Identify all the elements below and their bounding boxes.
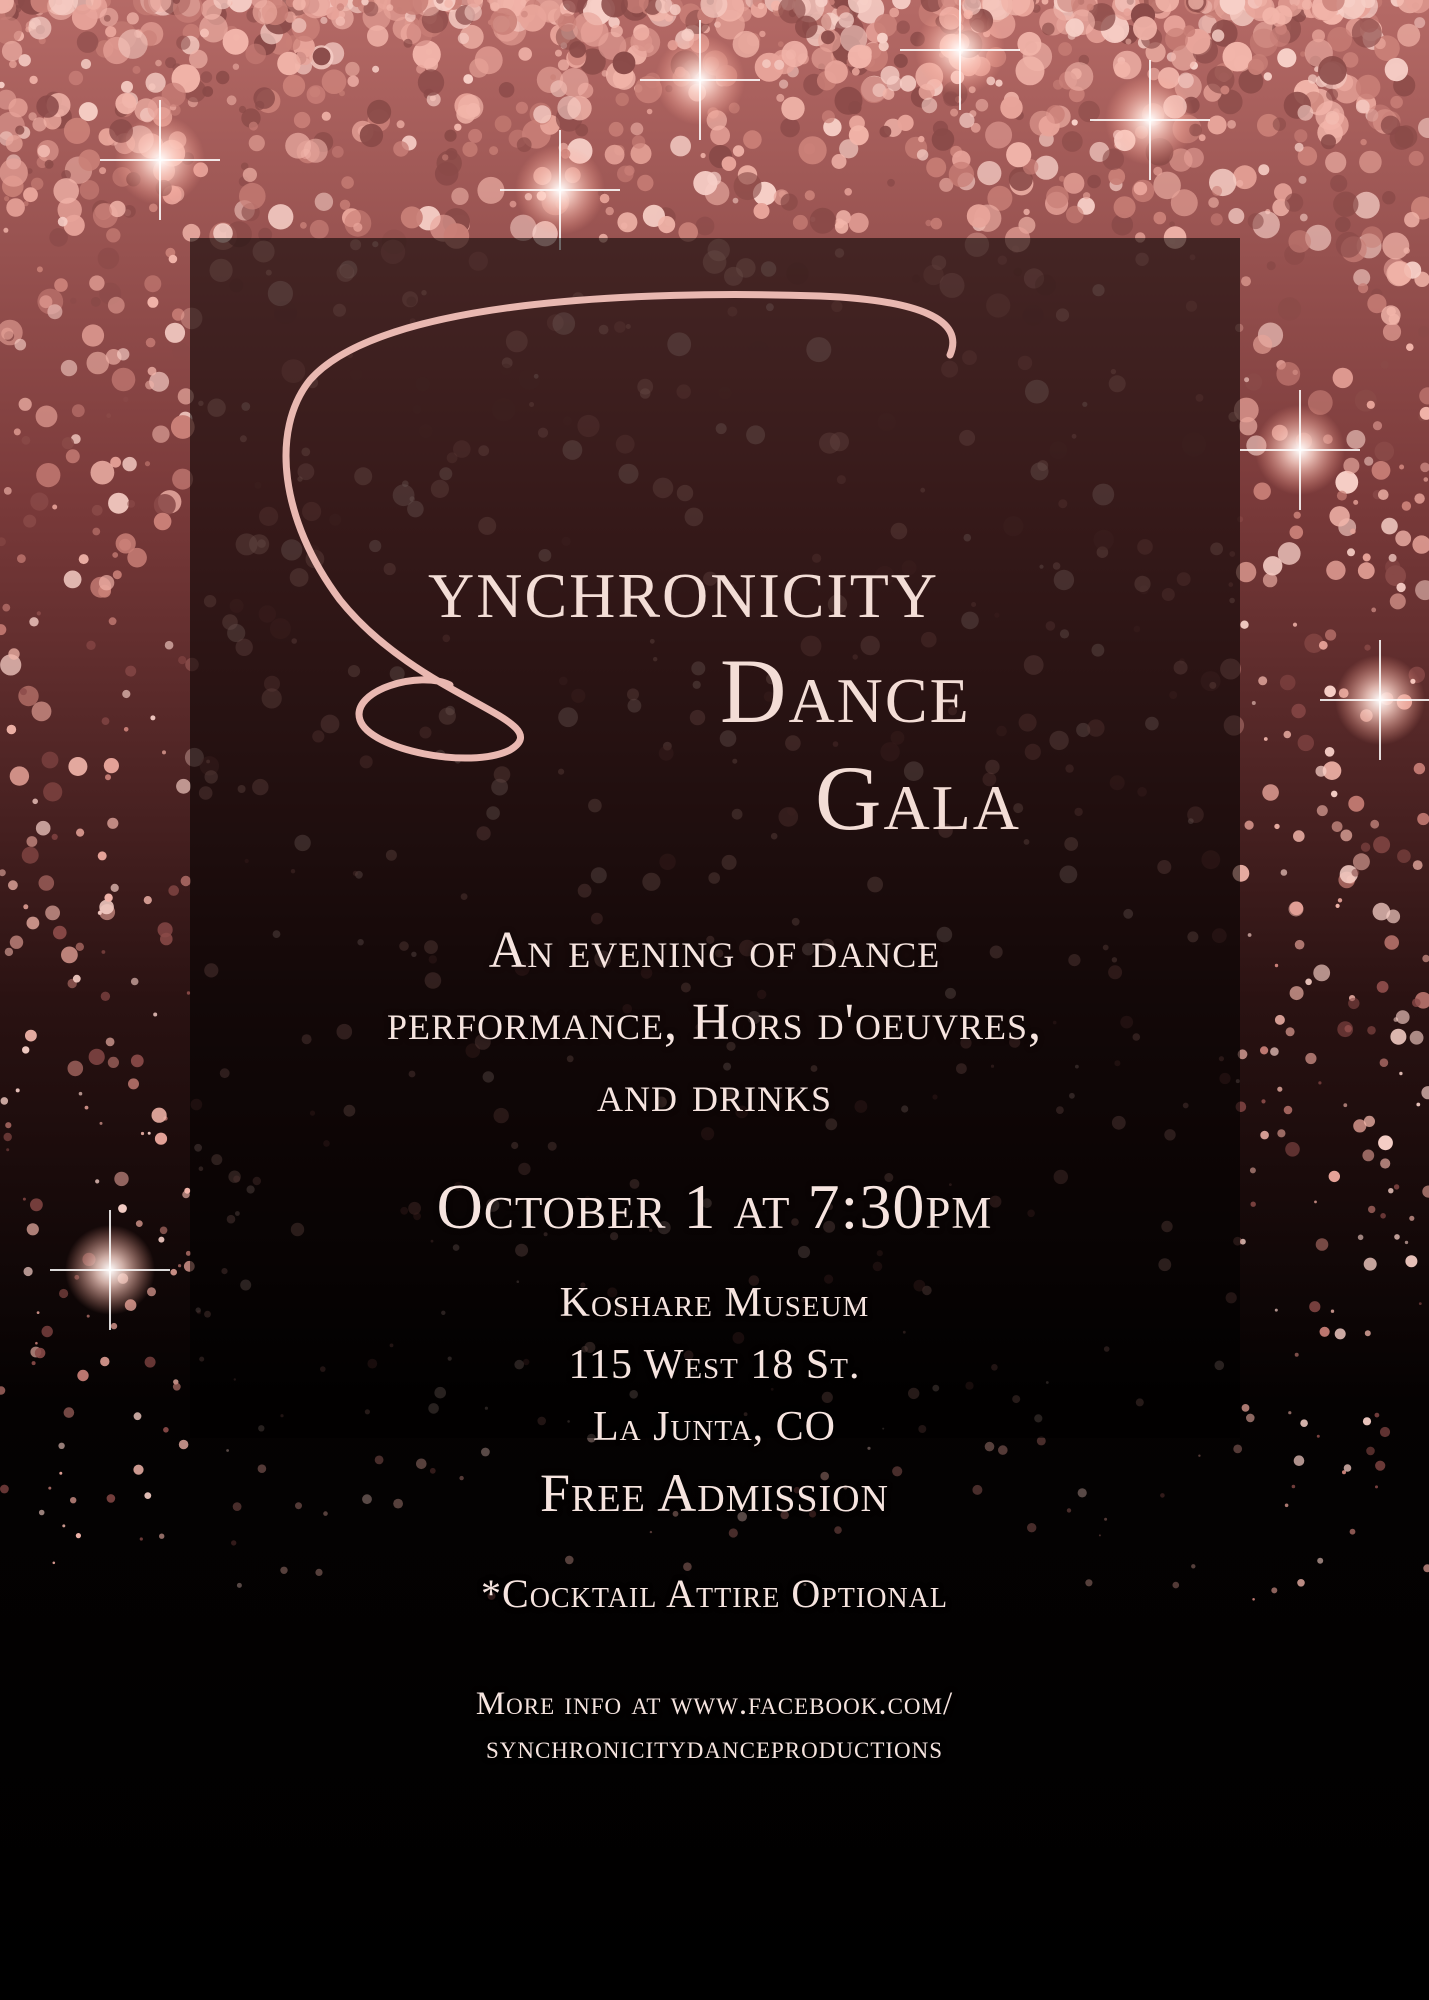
venue-street: 115 West 18 St. — [568, 1342, 861, 1388]
title-line-synchronicity: ynchronicity — [428, 535, 940, 637]
dark-overlay-panel — [190, 238, 1240, 1438]
description-line-2: performance, Hors d'oeuvres, — [386, 994, 1043, 1051]
venue-block — [0, 1272, 1429, 1458]
venue-name: Koshare Museum — [559, 1280, 870, 1326]
description-line-1: An evening of dance — [488, 922, 941, 979]
admission-text: Free Admission — [539, 1463, 889, 1523]
event-description — [0, 915, 1429, 1131]
event-date-time: October 1 at 7:30pm — [436, 1171, 993, 1242]
more-info-line-2: synchronicitydanceproductions — [485, 1730, 944, 1766]
attire-note: *Cocktail Attire Optional — [481, 1571, 948, 1616]
description-line-3: and drinks — [596, 1066, 832, 1123]
more-info-line-1: More info at www.facebook.com/ — [475, 1686, 954, 1722]
title-line-dance: Dance — [720, 640, 971, 742]
title-line-gala: Gala — [815, 747, 1021, 849]
venue-city: La Junta, CO — [592, 1404, 836, 1450]
more-info — [0, 1682, 1429, 1770]
